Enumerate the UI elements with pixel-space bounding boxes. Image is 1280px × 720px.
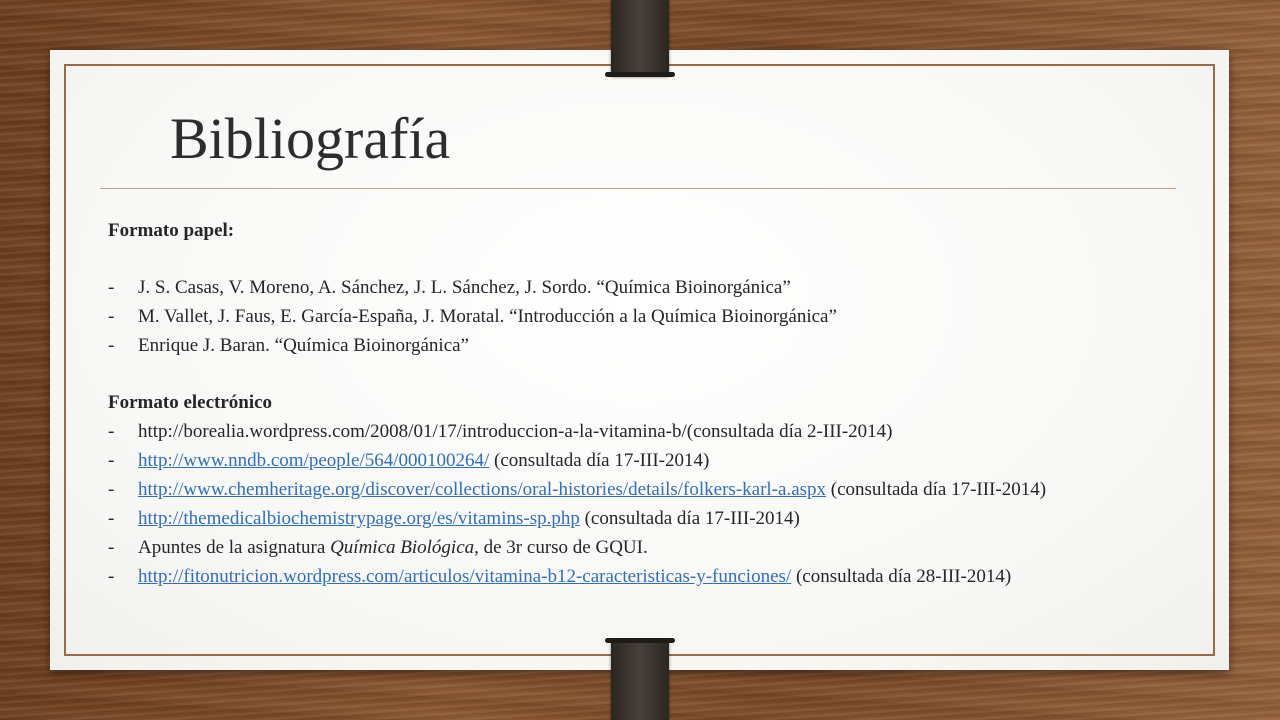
bottom-binder-clip-edge	[605, 638, 675, 643]
bullet-dash: -	[108, 421, 115, 442]
reference-text: M. Vallet, J. Faus, E. García-España, J. Moratal. “Introducción a la Química Bioinorgánica”	[138, 306, 837, 327]
print-reference-item	[108, 273, 1168, 302]
bullet-dash: -	[108, 306, 115, 327]
reference-text: Apuntes de la asignatura	[138, 537, 331, 558]
print-reference-item	[108, 302, 1168, 331]
bullet-dash: -	[108, 450, 115, 471]
course-name: Química Biológica	[330, 537, 475, 558]
reference-access-date: (consultada día 17-III-2014)	[489, 450, 710, 471]
reference-access-date: (consultada día 17-III-2014)	[579, 508, 800, 529]
electronic-reference-item	[108, 562, 1168, 591]
reference-text: http://borealia.wordpress.com/2008/01/17/introduccion-a-la-vitamina-b/(consultada día 2-III-2014)	[138, 421, 893, 442]
spacer	[108, 360, 1168, 388]
reference-link[interactable]: http://www.chemheritage.org/discover/collections/oral-histories/details/folkers-karl-a.aspx	[138, 479, 827, 500]
reference-text: J. S. Casas, V. Moreno, A. Sánchez, J. L. Sánchez, J. Sordo. “Química Bioinorgánica”	[138, 277, 791, 298]
print-reference-item	[108, 331, 1168, 360]
electronic-format-heading: Formato electrónico	[108, 392, 273, 413]
electronic-reference-item	[108, 533, 1168, 562]
electronic-reference-item	[108, 417, 1168, 446]
reference-access-date: (consultada día 28-III-2014)	[791, 566, 1012, 587]
electronic-reference-item	[108, 504, 1168, 533]
reference-link[interactable]: http://themedicalbiochemistrypage.org/es/vitamins-sp.php	[138, 508, 580, 529]
print-format-heading: Formato papel:	[108, 220, 235, 241]
slide-title: Bibliografía	[170, 106, 451, 171]
electronic-references-list	[108, 417, 1168, 591]
spacer	[108, 245, 1168, 273]
reference-text-end: , de 3r curso de GQUI.	[474, 537, 648, 558]
reference-link[interactable]: http://fitonutricion.wordpress.com/articulos/vitamina-b12-caracteristicas-y-funciones/	[138, 566, 792, 587]
bibliography-body	[108, 216, 1168, 591]
bullet-dash: -	[108, 566, 115, 587]
electronic-reference-item	[108, 446, 1168, 475]
reference-access-date: (consultada día 17-III-2014)	[826, 479, 1047, 500]
bullet-dash: -	[108, 537, 115, 558]
reference-link[interactable]: http://www.nndb.com/people/564/000100264/	[138, 450, 490, 471]
bullet-dash: -	[108, 277, 115, 298]
electronic-reference-item	[108, 475, 1168, 504]
bullet-dash: -	[108, 508, 115, 529]
bottom-binder-clip	[611, 640, 669, 720]
bullet-dash: -	[108, 479, 115, 500]
reference-text: Enrique J. Baran. “Química Bioinorgánica”	[138, 335, 469, 356]
title-divider	[100, 188, 1176, 189]
top-binder-clip	[611, 0, 669, 76]
top-binder-clip-edge	[605, 72, 675, 77]
print-references-list	[108, 273, 1168, 360]
bullet-dash: -	[108, 335, 115, 356]
